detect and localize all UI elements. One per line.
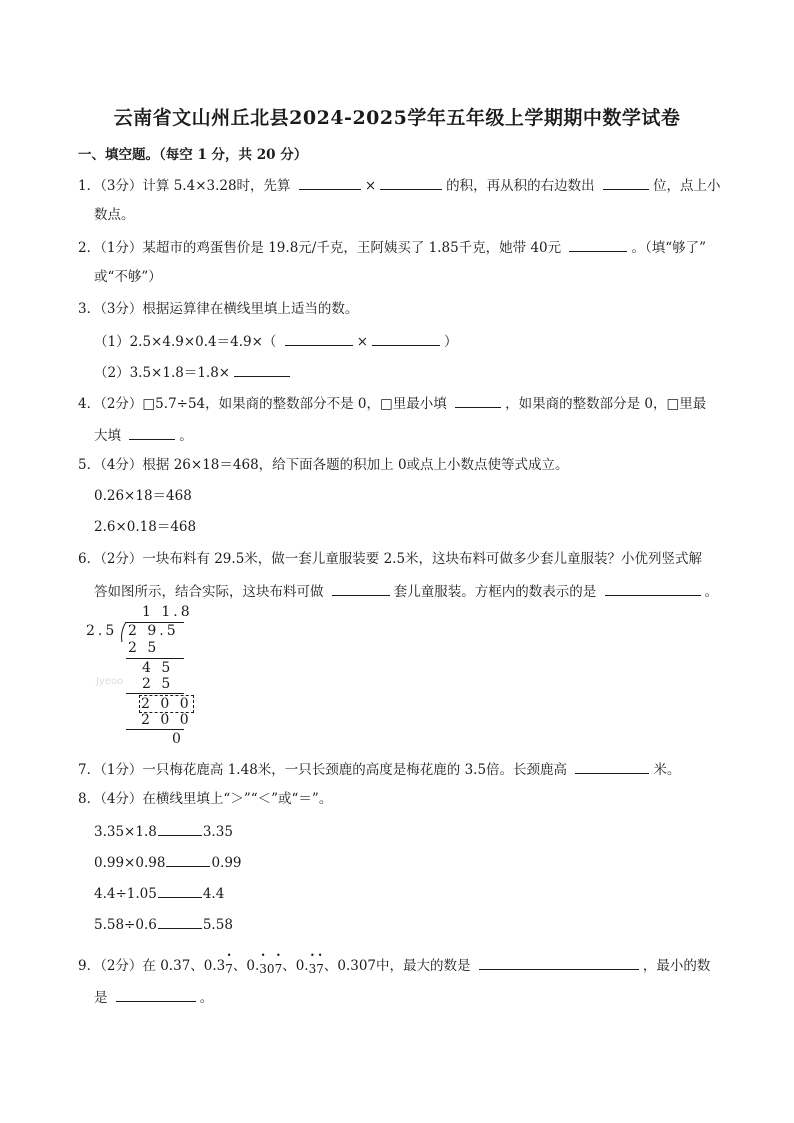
q9-text-4: 是 bbox=[94, 990, 108, 1006]
question-3: 3．（3分）根据运算律在横线里填上适当的数。 bbox=[78, 301, 359, 317]
q4-text-4: 。 bbox=[179, 428, 193, 444]
q9-sep-1: 、0. bbox=[232, 958, 260, 974]
q8-r2-right: 0.99 bbox=[211, 855, 242, 871]
q9-digit: 0 bbox=[266, 962, 275, 976]
q2-blank[interactable] bbox=[569, 237, 627, 252]
q8-row-1 bbox=[94, 821, 233, 841]
question-1 bbox=[78, 175, 720, 195]
q3-p2-text: （2）3.5×1.8＝1.8× bbox=[94, 365, 231, 381]
q5-equation-1: 0.26×18＝468 bbox=[94, 488, 192, 504]
question-5: 5．（4分）根据 26×18＝468，给下面各题的积加上 0或点上小数点使等式成立。 bbox=[78, 457, 569, 473]
step-row-3: 2 5 bbox=[142, 676, 174, 692]
q8-r4-right: 5.58 bbox=[202, 917, 233, 933]
question-1-cont: 数点。 bbox=[94, 207, 135, 223]
question-9-cont bbox=[94, 987, 213, 1007]
question-6-cont bbox=[94, 581, 718, 601]
repeating-digit: • 3 bbox=[259, 960, 267, 978]
step-rule-1 bbox=[126, 658, 184, 659]
repeating-digit: • 7 bbox=[225, 960, 233, 978]
q9-text: 9．（2分）在 0.37、0.3 bbox=[78, 958, 226, 974]
repeating-digit: • 7 bbox=[275, 960, 283, 978]
step-rule-3 bbox=[126, 729, 184, 730]
q3-p1-text: （1）2.5×4.9×0.4＝4.9×（ bbox=[94, 334, 277, 350]
question-2 bbox=[78, 237, 706, 257]
q8-r1-right: 3.35 bbox=[202, 824, 233, 840]
q8-row-4 bbox=[94, 914, 233, 934]
q2-text: 2．（1分）某超市的鸡蛋售价是 19.8元/千克，王阿姨买了 1.85千克，她带 40元 bbox=[78, 240, 562, 256]
q1-blank-2[interactable] bbox=[380, 175, 442, 190]
q4-blank-2[interactable] bbox=[129, 425, 175, 440]
q4-text: 4．（2分）□5.7÷54，如果商的整数部分不是 0，□里最小填 bbox=[78, 396, 447, 412]
q9-text-5: 。 bbox=[199, 990, 214, 1006]
q4-text-2: ，如果商的整数部分是 0，□里最 bbox=[505, 396, 707, 412]
q6-blank-2[interactable] bbox=[605, 581, 701, 596]
step-row-2: 4 5 bbox=[142, 660, 174, 676]
q8-r2-blank[interactable] bbox=[166, 852, 210, 867]
q1-text: 1．（3分）计算 5.4×3.28时，先算 bbox=[78, 178, 291, 194]
q8-row-3 bbox=[94, 883, 224, 903]
remainder: 0 bbox=[172, 731, 184, 747]
q9-sep-2: 、0. bbox=[282, 958, 309, 974]
repeating-digit: • 7 bbox=[316, 960, 324, 978]
question-3-part-1 bbox=[94, 331, 458, 351]
section-heading: 一、填空题。（每空 1 分，共 20 分） bbox=[78, 147, 308, 163]
divisor: 2.5 bbox=[86, 623, 118, 639]
q3-p1-times: × bbox=[356, 334, 369, 350]
q8-r1-blank[interactable] bbox=[158, 821, 202, 836]
question-7 bbox=[78, 759, 680, 779]
q4-blank-1[interactable] bbox=[455, 393, 501, 408]
division-bracket bbox=[118, 621, 128, 643]
watermark: Jyeoo bbox=[96, 676, 124, 687]
q8-row-2 bbox=[94, 852, 242, 872]
q8-r1-left: 3.35×1.8 bbox=[94, 824, 157, 840]
q1-blank-3[interactable] bbox=[603, 175, 649, 190]
q6-blank-1[interactable] bbox=[332, 581, 390, 596]
q9-blank-2[interactable] bbox=[116, 987, 196, 1002]
q9-text-3: ，最小的数 bbox=[642, 958, 711, 974]
question-3-part-2 bbox=[94, 362, 294, 382]
boxed-number: 2 0 0 bbox=[141, 696, 192, 712]
question-4-cont bbox=[94, 425, 193, 445]
q9-text-2: 、0.307中，最大的数是 bbox=[323, 958, 471, 974]
long-division-figure bbox=[84, 604, 194, 747]
quotient: 1 1.8 bbox=[142, 604, 193, 620]
question-4 bbox=[78, 393, 706, 413]
q6-text-2: 答如图所示，结合实际，这块布料可做 bbox=[94, 584, 324, 600]
q1-blank-1[interactable] bbox=[299, 175, 361, 190]
repeating-digit: • 3 bbox=[309, 960, 317, 978]
q1-times: × bbox=[364, 178, 377, 194]
q7-blank[interactable] bbox=[575, 759, 649, 774]
q3-p1-close: ） bbox=[444, 334, 458, 350]
q6-text-3: 套儿童服装。方框内的数表示的是 bbox=[393, 584, 597, 600]
step-row-5: 2 0 0 bbox=[141, 712, 192, 728]
q2-text-2: 。（填“够了” bbox=[631, 240, 707, 256]
q1-text-3: 位，点上小 bbox=[652, 178, 721, 194]
q4-text-3: 大填 bbox=[94, 428, 121, 444]
question-2-cont: 或“不够”） bbox=[94, 269, 162, 285]
step-rule-2 bbox=[126, 693, 184, 694]
q6-text-4: 。 bbox=[704, 584, 719, 600]
question-8: 8．（4分）在横线里填上“＞”“＜”或“＝”。 bbox=[78, 791, 333, 807]
q8-r3-right: 4.4 bbox=[202, 886, 225, 902]
question-9 bbox=[78, 955, 710, 975]
q5-equation-2: 2.6×0.18＝468 bbox=[94, 519, 197, 535]
question-6: 6．（2分）一块布料有 29.5米，做一套儿童服装要 2.5米，这块布料可做多少套儿童服装？小优列竖式解 bbox=[78, 551, 703, 567]
q8-r4-blank[interactable] bbox=[158, 914, 202, 929]
q7-text: 7．（1分）一只梅花鹿高 1.48米，一只长颈鹿的高度是梅花鹿的 3.5倍。长颈鹿高 bbox=[78, 762, 568, 778]
page-title: 云南省文山州丘北县2024-2025学年五年级上学期期中数学试卷 bbox=[113, 107, 681, 129]
q1-text-2: 的积，再从积的右边数出 bbox=[446, 178, 595, 194]
q8-r2-left: 0.99×0.98 bbox=[94, 855, 166, 871]
q7-text-2: 米。 bbox=[653, 762, 681, 778]
q3-p1-blank-1[interactable] bbox=[285, 331, 353, 346]
q8-r4-left: 5.58÷0.6 bbox=[94, 917, 157, 933]
q3-p2-blank[interactable] bbox=[234, 362, 290, 377]
q3-p1-blank-2[interactable] bbox=[372, 331, 440, 346]
q8-r3-blank[interactable] bbox=[158, 883, 202, 898]
dividend: 2 9.5 bbox=[128, 623, 179, 639]
q8-r3-left: 4.4÷1.05 bbox=[94, 886, 157, 902]
q9-blank-1[interactable] bbox=[479, 955, 639, 970]
step-row-1: 2 5 bbox=[128, 640, 160, 656]
